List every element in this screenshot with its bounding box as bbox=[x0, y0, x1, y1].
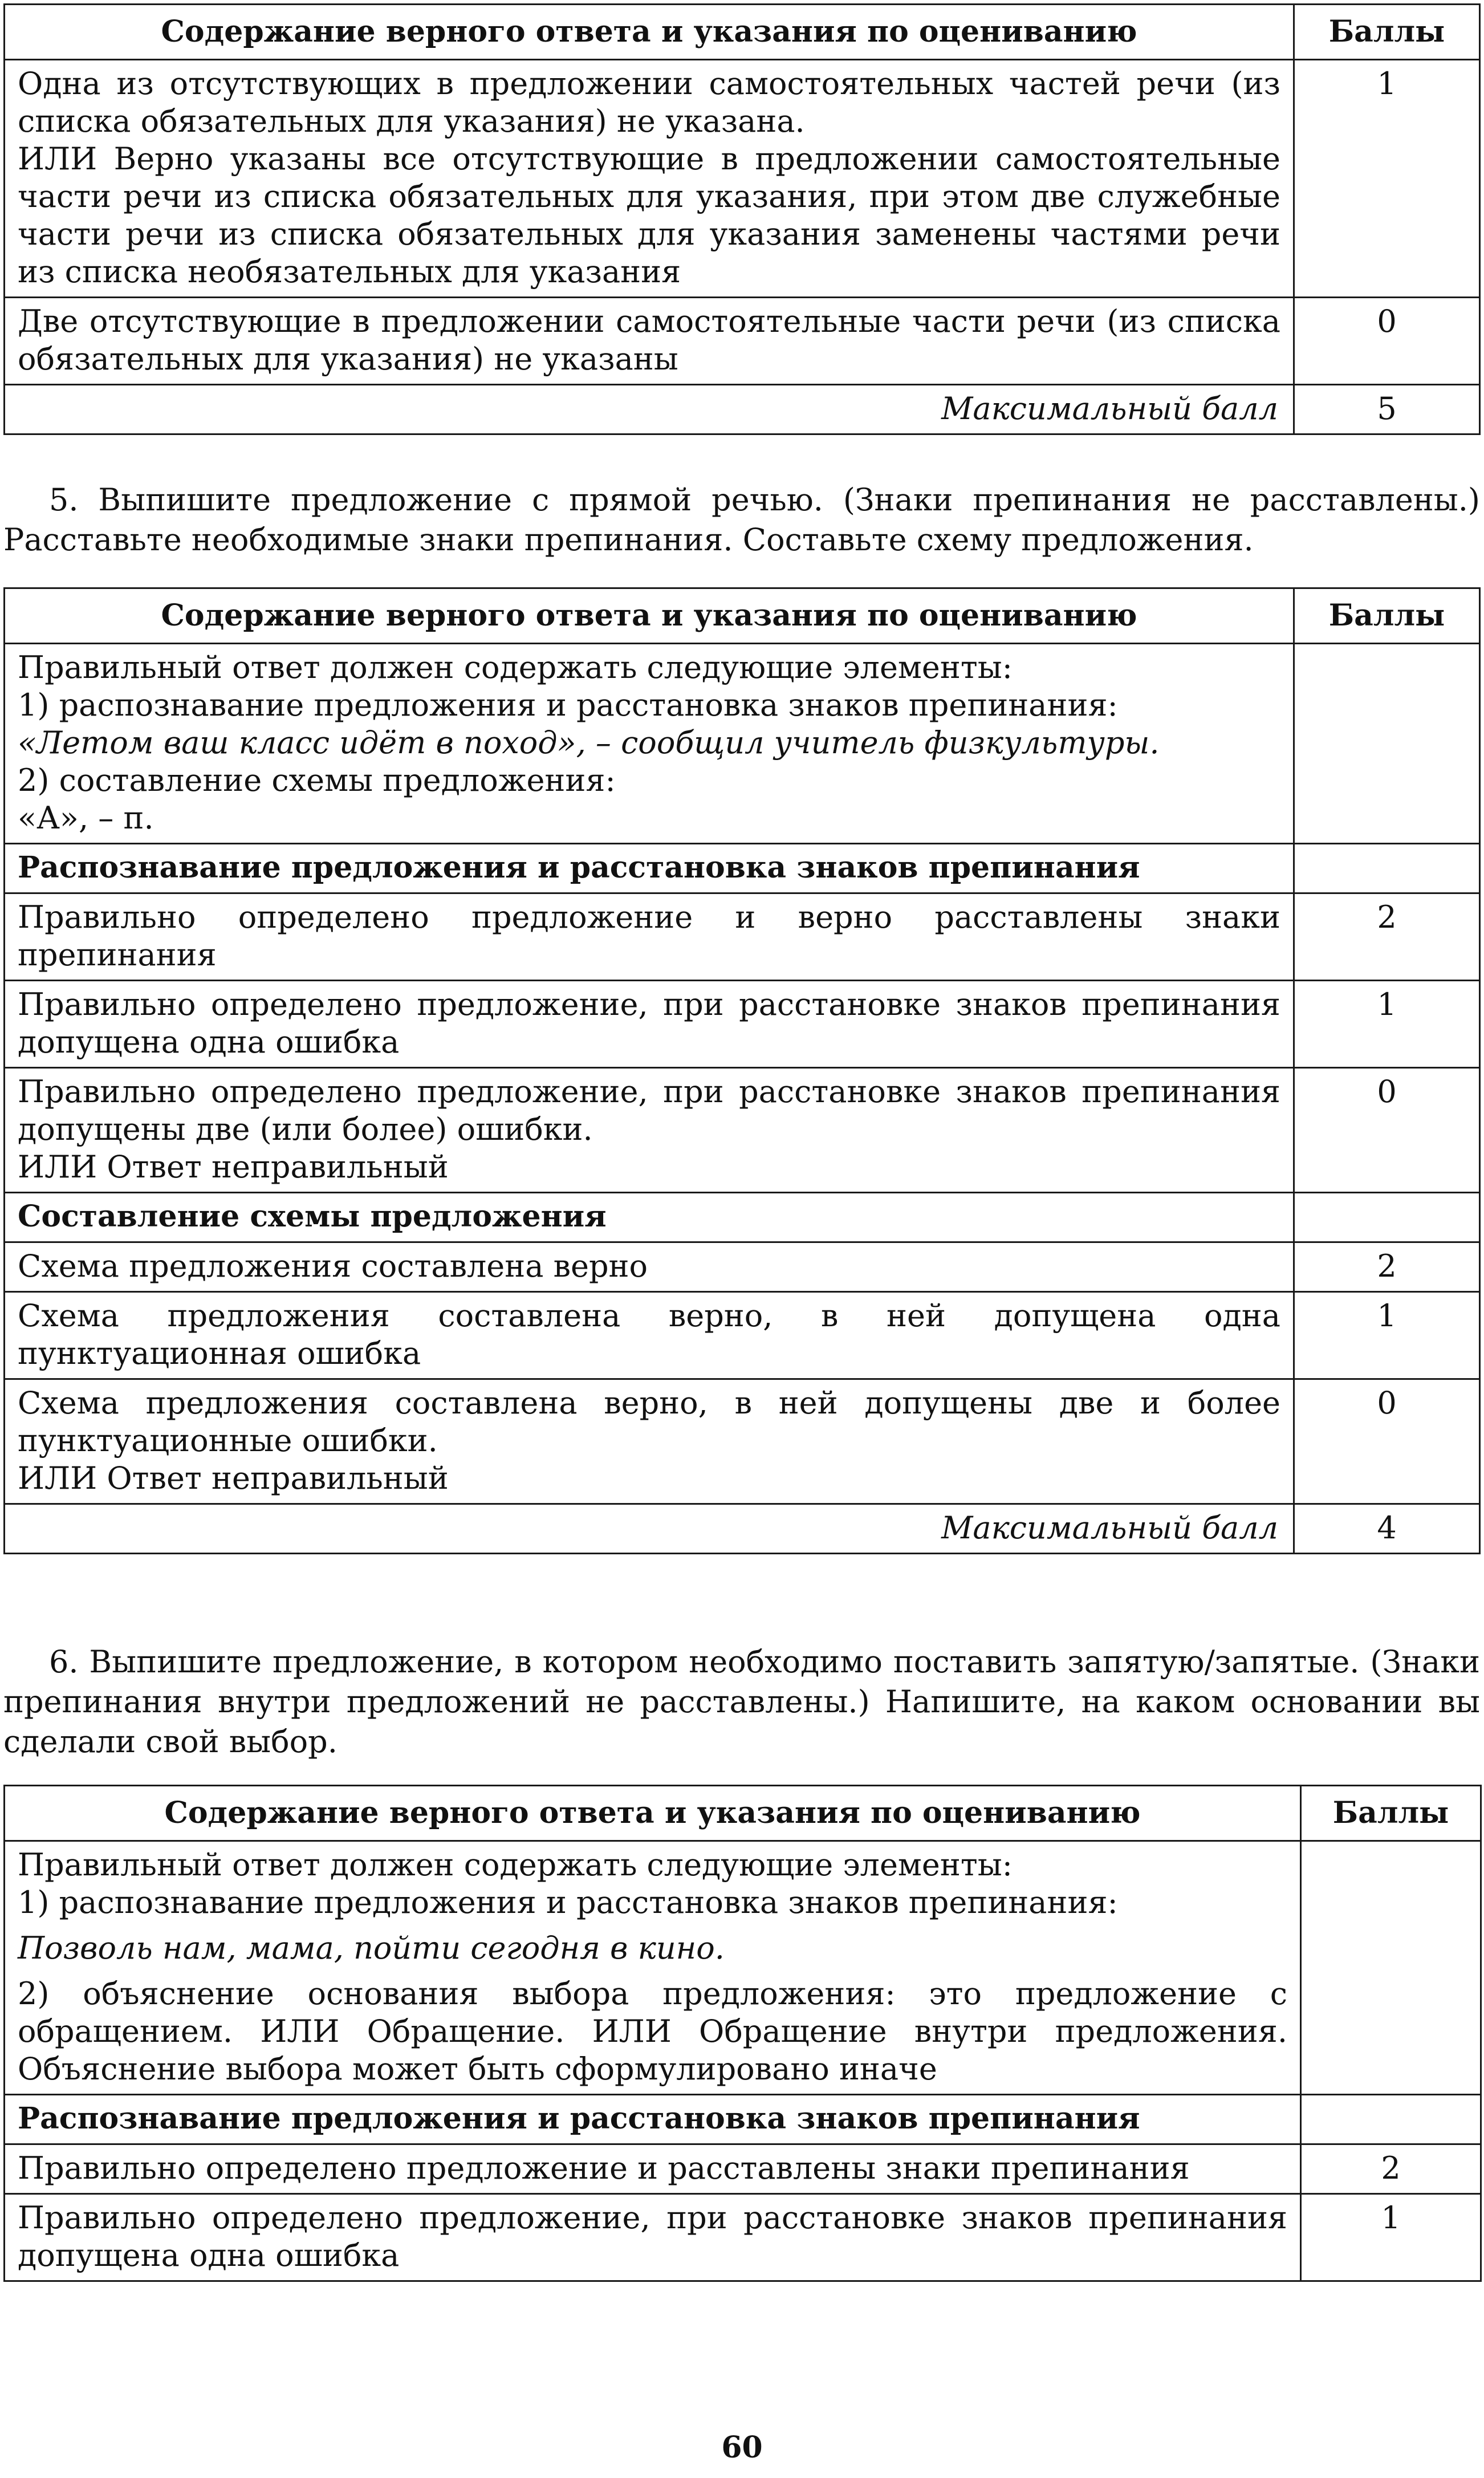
section-title: Распознавание предложения и расстановка знаков препинания bbox=[5, 2095, 1301, 2144]
criterion-text: Правильно определено предложение и верно расставлены знаки препинания bbox=[5, 893, 1294, 981]
section-title: Составление схемы предложения bbox=[5, 1193, 1294, 1242]
criterion-text: Схема предложения составлена верно, в ней допущены две и более пунктуационные ошибки. bbox=[18, 1385, 1280, 1459]
table-row bbox=[5, 1379, 1480, 1504]
points-cell bbox=[1301, 2095, 1481, 2144]
header-points: Баллы bbox=[1301, 1786, 1481, 1841]
section-title: Распознавание предложения и расстановка знаков препинания bbox=[5, 844, 1294, 893]
table-row bbox=[5, 2144, 1481, 2194]
points-cell: 0 bbox=[1294, 1379, 1480, 1504]
points-cell bbox=[1301, 1841, 1481, 2095]
page-number: 60 bbox=[721, 2430, 763, 2465]
points-cell bbox=[1294, 844, 1480, 893]
header-points: Баллы bbox=[1294, 5, 1480, 60]
criterion-text: Правильно определено предложение, при расстановке знаков препинания допущена одна ошибка bbox=[5, 981, 1294, 1068]
grading-table-task6 bbox=[3, 1785, 1482, 2282]
table-row bbox=[5, 60, 1480, 298]
max-score-row bbox=[5, 385, 1480, 434]
criterion-text: Схема предложения составлена верно, в ней допущена одна пунктуационная ошибка bbox=[5, 1292, 1294, 1379]
points-cell: 1 bbox=[1294, 60, 1480, 298]
answer-cell bbox=[5, 1841, 1301, 2095]
grading-table-task5 bbox=[3, 587, 1481, 1554]
section-row bbox=[5, 844, 1480, 893]
criterion-text: Правильно определено предложение, при расстановке знаков препинания допущены две (или более) ошибки. bbox=[18, 1074, 1280, 1147]
points-cell: 1 bbox=[1294, 1292, 1480, 1379]
table-row bbox=[5, 298, 1480, 385]
header-content: Содержание верного ответа и указания по оцениванию bbox=[5, 588, 1294, 644]
max-score-label: Максимальный балл bbox=[5, 1504, 1294, 1554]
criterion-alt-text: ИЛИ Ответ неправильный bbox=[18, 1149, 449, 1185]
header-content: Содержание верного ответа и указания по оцениванию bbox=[5, 5, 1294, 60]
answer-line: 1) распознавание предложения и расстановка знаков препинания: bbox=[18, 687, 1118, 723]
points-cell: 0 bbox=[1294, 298, 1480, 385]
table-header-row bbox=[5, 1786, 1481, 1841]
header-content: Содержание верного ответа и указания по оцениванию bbox=[5, 1786, 1301, 1841]
criterion-text: ИЛИ Верно указаны все отсутствующие в предложении самостоятельные части речи из списка обязательных для указания, при этом две служебные части речи из списка обязательных для указания заменены частями речи из списка необязательных для указания bbox=[18, 141, 1280, 290]
table-row bbox=[5, 644, 1480, 844]
points-cell: 1 bbox=[1294, 981, 1480, 1068]
table-row bbox=[5, 1292, 1480, 1379]
task-6-statement: 6. Выпишите предложение, в котором необходимо поставить запятую/запятые. (Знаки препинания внутри предложений не расставлены.) Напишите, на каком основании вы сделали свой выбор. bbox=[3, 1644, 1480, 1760]
answer-sentence: «Летом ваш класс идёт в поход», – сообщил учитель физкультуры. bbox=[18, 725, 1160, 761]
max-score-value: 5 bbox=[1294, 385, 1480, 434]
table-row bbox=[5, 2194, 1481, 2281]
answer-cell bbox=[5, 644, 1294, 844]
grading-table-task4 bbox=[3, 3, 1481, 435]
task-5-statement: 5. Выпишите предложение с прямой речью. (Знаки препинания не расставлены.) Расставьте необходимые знаки препинания. Составьте схему предложения. bbox=[3, 482, 1480, 558]
answer-line: Правильный ответ должен содержать следующие элементы: bbox=[18, 649, 1013, 685]
section-row bbox=[5, 1193, 1480, 1242]
table-row bbox=[5, 1841, 1481, 2095]
table-row bbox=[5, 893, 1480, 981]
criterion-cell bbox=[5, 60, 1294, 298]
answer-line: Правильный ответ должен содержать следующие элементы: bbox=[18, 1847, 1013, 1883]
answer-line: 1) распознавание предложения и расстановка знаков препинания: bbox=[18, 1884, 1118, 1920]
criterion-cell bbox=[5, 298, 1294, 385]
criterion-alt-text: ИЛИ Ответ неправильный bbox=[18, 1460, 449, 1496]
criterion-text: Две отсутствующие в предложении самостоятельные части речи (из списка обязательных для указания) не указаны bbox=[18, 303, 1280, 377]
criterion-cell bbox=[5, 1379, 1294, 1504]
criterion-cell bbox=[5, 1068, 1294, 1193]
table-header-row bbox=[5, 5, 1480, 60]
points-cell: 1 bbox=[1301, 2194, 1481, 2281]
points-cell: 0 bbox=[1294, 1068, 1480, 1193]
criterion-text: Правильно определено предложение, при расстановке знаков препинания допущена одна ошибка bbox=[5, 2194, 1301, 2281]
answer-scheme: «А», – п. bbox=[18, 800, 154, 836]
points-cell bbox=[1294, 1193, 1480, 1242]
table-row bbox=[5, 981, 1480, 1068]
header-points: Баллы bbox=[1294, 588, 1480, 644]
max-score-row bbox=[5, 1504, 1480, 1554]
max-score-value: 4 bbox=[1294, 1504, 1480, 1554]
max-score-label: Максимальный балл bbox=[5, 385, 1294, 434]
points-cell: 2 bbox=[1301, 2144, 1481, 2194]
criterion-text: Схема предложения составлена верно bbox=[5, 1242, 1294, 1292]
points-cell bbox=[1294, 644, 1480, 844]
points-cell: 2 bbox=[1294, 893, 1480, 981]
table-row bbox=[5, 1068, 1480, 1193]
answer-explanation: 2) объяснение основания выбора предложения: это предложение с обращением. ИЛИ Обращение. ИЛИ Обращение внутри предложения. Объяснение выбора может быть сформулировано иначе bbox=[18, 1976, 1287, 2087]
section-row bbox=[5, 2095, 1481, 2144]
answer-line: 2) составление схемы предложения: bbox=[18, 762, 616, 798]
answer-sentence: Позволь нам, мама, пойти сегодня в кино. bbox=[18, 1930, 725, 1966]
table-header-row bbox=[5, 588, 1480, 644]
criterion-text: Одна из отсутствующих в предложении самостоятельных частей речи (из списка обязательных для указания) не указана. bbox=[18, 66, 1280, 139]
criterion-text: Правильно определено предложение и расставлены знаки препинания bbox=[5, 2144, 1301, 2194]
table-row bbox=[5, 1242, 1480, 1292]
points-cell: 2 bbox=[1294, 1242, 1480, 1292]
